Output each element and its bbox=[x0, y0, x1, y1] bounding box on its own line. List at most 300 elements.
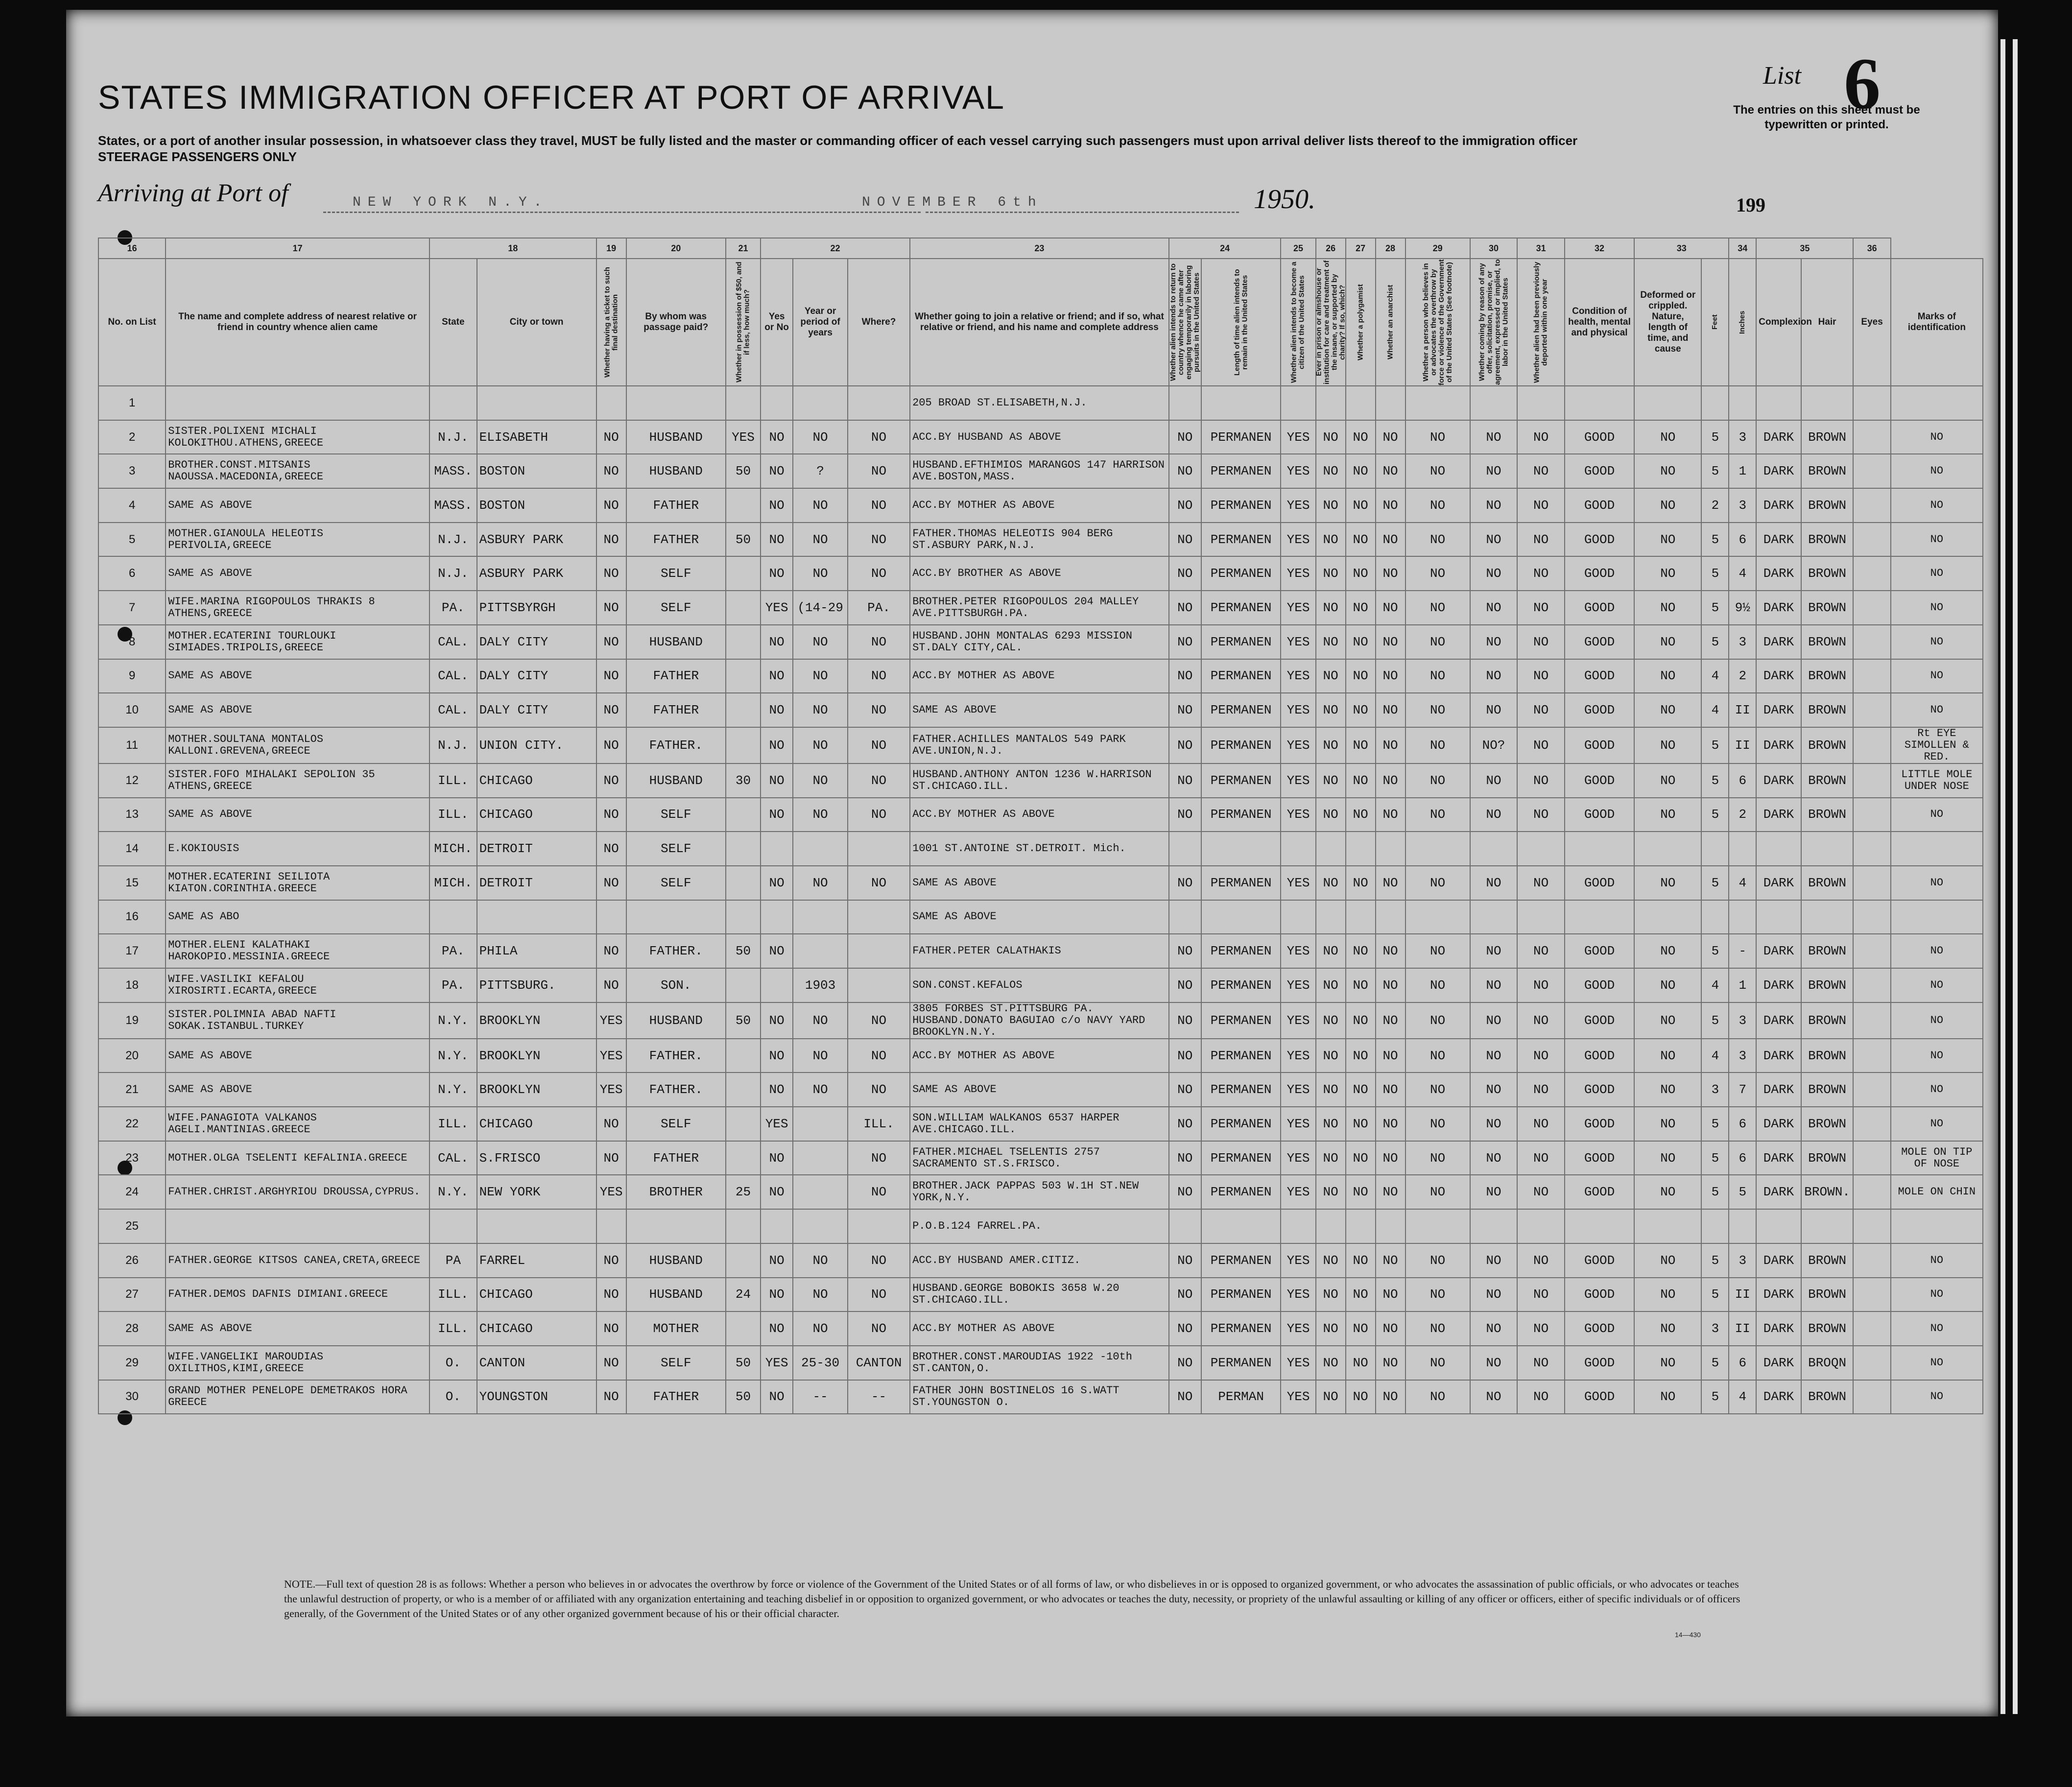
cell-relative: WIFE.VANGELIKI MAROUDIAS OXILITHOS,KIMI,GREECE bbox=[166, 1346, 429, 1380]
cell-inches: 3 bbox=[1729, 1039, 1756, 1073]
cell-inches: 6 bbox=[1729, 1141, 1756, 1175]
cell-complexion: DARK bbox=[1756, 1039, 1801, 1073]
cell-complexion: DARK bbox=[1756, 1243, 1801, 1278]
col-num: 17 bbox=[166, 238, 429, 259]
header-year-period: Year or period of years bbox=[793, 259, 848, 386]
cell-ret bbox=[1169, 900, 1201, 934]
cell-no: 21 bbox=[98, 1072, 166, 1107]
cell-health bbox=[1565, 832, 1634, 866]
cell-health: GOOD bbox=[1565, 1107, 1634, 1141]
cell-fifty: 50 bbox=[726, 1002, 761, 1039]
cell-eyes bbox=[1853, 523, 1890, 557]
cell-no: 19 bbox=[98, 1002, 166, 1039]
cell-feet: 5 bbox=[1701, 591, 1729, 625]
cell-anarch: NO bbox=[1376, 1002, 1405, 1039]
cell-marks: MOLE ON CHIN bbox=[1891, 1175, 1983, 1209]
cell-deported: NO bbox=[1517, 1346, 1565, 1380]
cell-city: BROOKLYN bbox=[477, 1072, 596, 1107]
cell-contract bbox=[1470, 386, 1518, 420]
cell-eyes bbox=[1853, 591, 1890, 625]
cell-marks: NO bbox=[1891, 454, 1983, 488]
cell-marks: NO bbox=[1891, 488, 1983, 523]
cell-complexion: DARK bbox=[1756, 659, 1801, 693]
cell-polyg: NO bbox=[1346, 866, 1376, 900]
cell-overthrow: NO bbox=[1405, 488, 1470, 523]
cell-hair: BROWN bbox=[1801, 1243, 1854, 1278]
col-num: 35 bbox=[1756, 238, 1853, 259]
cell-relative: BROTHER.CONST.MITSANIS NAOUSSA.MACEDONIA,GREECE bbox=[166, 454, 429, 488]
cell-feet: 5 bbox=[1701, 798, 1729, 832]
cell-fifty bbox=[726, 1243, 761, 1278]
table-row bbox=[98, 386, 1983, 420]
cell-hair: BROWN bbox=[1801, 866, 1854, 900]
cell-state: PA bbox=[429, 1243, 477, 1278]
cell-ticket: NO bbox=[596, 591, 626, 625]
cell-year: 25-30 bbox=[793, 1346, 848, 1380]
cell-eyes bbox=[1853, 832, 1890, 866]
col-num: 18 bbox=[429, 238, 596, 259]
cell-year bbox=[793, 900, 848, 934]
cell-health: GOOD bbox=[1565, 556, 1634, 591]
cell-citizen: YES bbox=[1281, 763, 1315, 798]
cell-ticket: NO bbox=[596, 693, 626, 727]
cell-citizen: YES bbox=[1281, 866, 1315, 900]
cell-city: CHICAGO bbox=[477, 763, 596, 798]
cell-joining: SAME AS ABOVE bbox=[910, 693, 1169, 727]
cell-fifty: 50 bbox=[726, 1346, 761, 1380]
table-row bbox=[98, 900, 1983, 934]
cell-polyg: NO bbox=[1346, 1346, 1376, 1380]
cell-inches: 6 bbox=[1729, 763, 1756, 798]
cell-contract: NO bbox=[1470, 1278, 1518, 1312]
cell-deformed: NO bbox=[1634, 934, 1701, 968]
cell-where: ILL. bbox=[848, 1107, 910, 1141]
cell-city: CHICAGO bbox=[477, 1107, 596, 1141]
cell-anarch: NO bbox=[1376, 763, 1405, 798]
cell-deformed: NO bbox=[1634, 556, 1701, 591]
cell-inches: 2 bbox=[1729, 659, 1756, 693]
cell-relative: E.KOKIOUSIS bbox=[166, 832, 429, 866]
cell-deformed: NO bbox=[1634, 1278, 1701, 1312]
cell-ret: NO bbox=[1169, 625, 1201, 659]
cell-health: GOOD bbox=[1565, 488, 1634, 523]
cell-deported: NO bbox=[1517, 798, 1565, 832]
col-num: 32 bbox=[1565, 238, 1634, 259]
cell-feet: 4 bbox=[1701, 693, 1729, 727]
cell-where bbox=[848, 1209, 910, 1243]
cell-inches bbox=[1729, 386, 1756, 420]
cell-relative bbox=[166, 386, 429, 420]
cell-relative: FATHER.DEMOS DAFNIS DIMIANI.GREECE bbox=[166, 1278, 429, 1312]
cell-fifty bbox=[726, 1107, 761, 1141]
cell-contract: NO bbox=[1470, 659, 1518, 693]
cell-prison: NO bbox=[1316, 1141, 1346, 1175]
cell-before: NO bbox=[761, 1278, 793, 1312]
cell-fifty: 50 bbox=[726, 454, 761, 488]
cell-paid: HUSBAND bbox=[626, 420, 726, 454]
cell-length bbox=[1201, 832, 1281, 866]
cell-citizen: YES bbox=[1281, 1141, 1315, 1175]
cell-city: BROOKLYN bbox=[477, 1039, 596, 1073]
cell-hair: BROWN bbox=[1801, 934, 1854, 968]
cell-marks: NO bbox=[1891, 1346, 1983, 1380]
cell-prison: NO bbox=[1316, 727, 1346, 763]
cell-no: 30 bbox=[98, 1380, 166, 1414]
cell-anarch: NO bbox=[1376, 556, 1405, 591]
cell-inches: 4 bbox=[1729, 556, 1756, 591]
cell-city: DALY CITY bbox=[477, 625, 596, 659]
cell-inches: 1 bbox=[1729, 454, 1756, 488]
cell-ret: NO bbox=[1169, 420, 1201, 454]
cell-joining: ACC.BY MOTHER AS ABOVE bbox=[910, 798, 1169, 832]
cell-state: N.Y. bbox=[429, 1039, 477, 1073]
cell-where: NO bbox=[848, 1072, 910, 1107]
cell-anarch: NO bbox=[1376, 420, 1405, 454]
cell-deformed bbox=[1634, 900, 1701, 934]
cell-joining: SAME AS ABOVE bbox=[910, 900, 1169, 934]
cell-deformed: NO bbox=[1634, 1380, 1701, 1414]
cell-state: CAL. bbox=[429, 693, 477, 727]
cell-no: 28 bbox=[98, 1311, 166, 1346]
cell-eyes bbox=[1853, 763, 1890, 798]
cell-health bbox=[1565, 386, 1634, 420]
list-label: List bbox=[1763, 62, 1802, 90]
cell-length: PERMANEN bbox=[1201, 1141, 1281, 1175]
cell-ret bbox=[1169, 1209, 1201, 1243]
cell-inches: II bbox=[1729, 1311, 1756, 1346]
cell-contract: NO bbox=[1470, 420, 1518, 454]
table-row bbox=[98, 832, 1983, 866]
cell-no: 14 bbox=[98, 832, 166, 866]
cell-where: CANTON bbox=[848, 1346, 910, 1380]
cell-before bbox=[761, 968, 793, 1002]
cell-paid bbox=[626, 386, 726, 420]
cell-eyes bbox=[1853, 420, 1890, 454]
cell-fifty bbox=[726, 591, 761, 625]
cell-health: GOOD bbox=[1565, 866, 1634, 900]
cell-ret: NO bbox=[1169, 1243, 1201, 1278]
cell-overthrow: NO bbox=[1405, 420, 1470, 454]
cell-feet: 5 bbox=[1701, 763, 1729, 798]
cell-relative: SAME AS ABOVE bbox=[166, 693, 429, 727]
cell-citizen: YES bbox=[1281, 693, 1315, 727]
table-row bbox=[98, 763, 1983, 798]
cell-paid: HUSBAND bbox=[626, 1278, 726, 1312]
cell-marks: NO bbox=[1891, 693, 1983, 727]
cell-citizen: YES bbox=[1281, 625, 1315, 659]
cell-polyg: NO bbox=[1346, 1311, 1376, 1346]
cell-eyes bbox=[1853, 866, 1890, 900]
cell-complexion bbox=[1756, 386, 1801, 420]
cell-city: PHILA bbox=[477, 934, 596, 968]
cell-citizen: YES bbox=[1281, 1380, 1315, 1414]
cell-hair bbox=[1801, 386, 1854, 420]
cell-deformed: NO bbox=[1634, 659, 1701, 693]
cell-deported: NO bbox=[1517, 968, 1565, 1002]
cell-overthrow: NO bbox=[1405, 1107, 1470, 1141]
cell-length: PERMANEN bbox=[1201, 968, 1281, 1002]
cell-polyg: NO bbox=[1346, 1002, 1376, 1039]
cell-ret: NO bbox=[1169, 693, 1201, 727]
cell-city: DALY CITY bbox=[477, 659, 596, 693]
cell-overthrow: NO bbox=[1405, 727, 1470, 763]
cell-paid bbox=[626, 1209, 726, 1243]
cell-overthrow: NO bbox=[1405, 693, 1470, 727]
cell-length bbox=[1201, 900, 1281, 934]
instruction-line: States, or a port of another insular possession, in whatsoever class they travel, MUST be fully listed and the master or commanding officer of each vessel carrying such passengers must upon arrival deliver lists thereof to the immigration officer bbox=[98, 133, 1578, 148]
cell-deformed: NO bbox=[1634, 968, 1701, 1002]
cell-before: NO bbox=[761, 1380, 793, 1414]
cell-year: -- bbox=[793, 1380, 848, 1414]
cell-joining: BROTHER.JACK PAPPAS 503 W.1H ST.NEW YORK,N.Y. bbox=[910, 1175, 1169, 1209]
cell-feet: 4 bbox=[1701, 968, 1729, 1002]
cell-health: GOOD bbox=[1565, 1141, 1634, 1175]
cell-anarch bbox=[1376, 832, 1405, 866]
cell-feet: 5 bbox=[1701, 1107, 1729, 1141]
cell-ticket: NO bbox=[596, 1278, 626, 1312]
cell-year: NO bbox=[793, 763, 848, 798]
cell-ret: NO bbox=[1169, 968, 1201, 1002]
cell-joining: ACC.BY MOTHER AS ABOVE bbox=[910, 1039, 1169, 1073]
cell-inches: - bbox=[1729, 934, 1756, 968]
column-header-row bbox=[98, 259, 1983, 386]
cell-before: NO bbox=[761, 556, 793, 591]
cell-deformed bbox=[1634, 1209, 1701, 1243]
cell-contract: NO bbox=[1470, 1175, 1518, 1209]
cell-no: 26 bbox=[98, 1243, 166, 1278]
header-deformed: Deformed or crippled. Nature, length of time, and cause bbox=[1634, 259, 1701, 386]
cell-year bbox=[793, 934, 848, 968]
cell-overthrow bbox=[1405, 386, 1470, 420]
cell-relative: FATHER.CHRIST.ARGHYRIOU DROUSSA,CYPRUS. bbox=[166, 1175, 429, 1209]
cell-where: NO bbox=[848, 1141, 910, 1175]
table-row bbox=[98, 1002, 1983, 1039]
cell-length: PERMANEN bbox=[1201, 420, 1281, 454]
table-row bbox=[98, 798, 1983, 832]
header-eyes: Eyes bbox=[1853, 259, 1890, 386]
cell-before: NO bbox=[761, 1039, 793, 1073]
col-num: 16 bbox=[98, 238, 166, 259]
cell-ticket: NO bbox=[596, 556, 626, 591]
cell-citizen: YES bbox=[1281, 1278, 1315, 1312]
cell-no: 20 bbox=[98, 1039, 166, 1073]
cell-citizen bbox=[1281, 832, 1315, 866]
cell-city bbox=[477, 900, 596, 934]
cell-year: 1903 bbox=[793, 968, 848, 1002]
cell-state: PA. bbox=[429, 968, 477, 1002]
cell-citizen: YES bbox=[1281, 934, 1315, 968]
cell-anarch: NO bbox=[1376, 591, 1405, 625]
cell-where: NO bbox=[848, 1039, 910, 1073]
cell-length: PERMANEN bbox=[1201, 1278, 1281, 1312]
cell-deported: NO bbox=[1517, 934, 1565, 968]
cell-ret: NO bbox=[1169, 488, 1201, 523]
cell-no: 16 bbox=[98, 900, 166, 934]
cell-contract: NO bbox=[1470, 1346, 1518, 1380]
cell-hair: BROWN bbox=[1801, 488, 1854, 523]
table-row bbox=[98, 591, 1983, 625]
table-row bbox=[98, 693, 1983, 727]
cell-health: GOOD bbox=[1565, 591, 1634, 625]
cell-before: NO bbox=[761, 625, 793, 659]
cell-ret bbox=[1169, 386, 1201, 420]
cell-contract: NO bbox=[1470, 556, 1518, 591]
cell-where: -- bbox=[848, 1380, 910, 1414]
cell-citizen: YES bbox=[1281, 798, 1315, 832]
cell-contract: NO bbox=[1470, 1072, 1518, 1107]
cell-no: 18 bbox=[98, 968, 166, 1002]
cell-prison: NO bbox=[1316, 1039, 1346, 1073]
cell-health: GOOD bbox=[1565, 1002, 1634, 1039]
cell-marks: LITTLE MOLE UNDER NOSE bbox=[1891, 763, 1983, 798]
cell-anarch: NO bbox=[1376, 1141, 1405, 1175]
cell-fifty bbox=[726, 832, 761, 866]
cell-ticket: NO bbox=[596, 1107, 626, 1141]
cell-health: GOOD bbox=[1565, 693, 1634, 727]
cell-year bbox=[793, 1209, 848, 1243]
cell-anarch: NO bbox=[1376, 693, 1405, 727]
cell-deported: NO bbox=[1517, 1175, 1565, 1209]
cell-deformed: NO bbox=[1634, 798, 1701, 832]
cell-complexion: DARK bbox=[1756, 591, 1801, 625]
cell-state: MICH. bbox=[429, 832, 477, 866]
cell-hair: BROWN bbox=[1801, 1039, 1854, 1073]
cell-marks: NO bbox=[1891, 1380, 1983, 1414]
col-num: 19 bbox=[596, 238, 626, 259]
cell-marks: NO bbox=[1891, 1039, 1983, 1073]
cell-health: GOOD bbox=[1565, 1311, 1634, 1346]
cell-no: 8 bbox=[98, 625, 166, 659]
cell-length: PERMAN bbox=[1201, 1380, 1281, 1414]
cell-feet: 5 bbox=[1701, 625, 1729, 659]
cell-anarch: NO bbox=[1376, 968, 1405, 1002]
cell-before: NO bbox=[761, 693, 793, 727]
cell-joining: ACC.BY MOTHER AS ABOVE bbox=[910, 488, 1169, 523]
table-row bbox=[98, 1209, 1983, 1243]
cell-citizen: YES bbox=[1281, 420, 1315, 454]
cell-contract bbox=[1470, 900, 1518, 934]
cell-no: 13 bbox=[98, 798, 166, 832]
cell-overthrow: NO bbox=[1405, 1039, 1470, 1073]
cell-relative bbox=[166, 1209, 429, 1243]
cell-complexion: DARK bbox=[1756, 1380, 1801, 1414]
cell-feet: 5 bbox=[1701, 420, 1729, 454]
col-num: 34 bbox=[1729, 238, 1756, 259]
cell-paid: FATHER bbox=[626, 693, 726, 727]
cell-relative: MOTHER.ECATERINI SEILIOTA KIATON.CORINTHIA.GREECE bbox=[166, 866, 429, 900]
cell-polyg: NO bbox=[1346, 798, 1376, 832]
cell-hair: BROWN bbox=[1801, 1380, 1854, 1414]
cell-health: GOOD bbox=[1565, 727, 1634, 763]
cell-where: NO bbox=[848, 523, 910, 557]
cell-deformed: NO bbox=[1634, 488, 1701, 523]
cell-length: PERMANEN bbox=[1201, 1175, 1281, 1209]
column-number-row bbox=[98, 238, 1983, 259]
cell-complexion: DARK bbox=[1756, 523, 1801, 557]
cell-complexion: DARK bbox=[1756, 1002, 1801, 1039]
cell-citizen: YES bbox=[1281, 727, 1315, 763]
cell-citizen bbox=[1281, 1209, 1315, 1243]
cell-feet bbox=[1701, 1209, 1729, 1243]
cell-state: O. bbox=[429, 1380, 477, 1414]
cell-paid: HUSBAND bbox=[626, 454, 726, 488]
cell-year: NO bbox=[793, 798, 848, 832]
cell-joining: HUSBAND.EFTHIMIOS MARANGOS 147 HARRISON AVE.BOSTON,MASS. bbox=[910, 454, 1169, 488]
cell-overthrow bbox=[1405, 900, 1470, 934]
cell-ticket: NO bbox=[596, 798, 626, 832]
cell-deported: NO bbox=[1517, 1380, 1565, 1414]
header-length-stay: Length of time alien intends to remain in the United States bbox=[1201, 259, 1281, 386]
cell-overthrow: NO bbox=[1405, 1278, 1470, 1312]
cell-complexion: DARK bbox=[1756, 763, 1801, 798]
table-row bbox=[98, 1039, 1983, 1073]
cell-no: 25 bbox=[98, 1209, 166, 1243]
cell-ticket: NO bbox=[596, 1380, 626, 1414]
cell-joining: ACC.BY MOTHER AS ABOVE bbox=[910, 659, 1169, 693]
cell-city: NEW YORK bbox=[477, 1175, 596, 1209]
cell-citizen: YES bbox=[1281, 523, 1315, 557]
cell-joining: SAME AS ABOVE bbox=[910, 1072, 1169, 1107]
cell-fifty bbox=[726, 866, 761, 900]
cell-city: YOUNGSTON bbox=[477, 1380, 596, 1414]
cell-inches: 4 bbox=[1729, 866, 1756, 900]
cell-health: GOOD bbox=[1565, 1380, 1634, 1414]
cell-feet: 5 bbox=[1701, 1243, 1729, 1278]
cell-state: CAL. bbox=[429, 659, 477, 693]
cell-complexion: DARK bbox=[1756, 556, 1801, 591]
cell-length: PERMANEN bbox=[1201, 693, 1281, 727]
cell-polyg: NO bbox=[1346, 420, 1376, 454]
cell-no: 11 bbox=[98, 727, 166, 763]
header-overthrow: Whether a person who believes in or advocates the overthrow by force or violence of the Government of the United States (See footnote) bbox=[1405, 259, 1470, 386]
cell-before: NO bbox=[761, 934, 793, 968]
cell-prison: NO bbox=[1316, 693, 1346, 727]
cell-hair bbox=[1801, 1209, 1854, 1243]
cell-state: ILL. bbox=[429, 1107, 477, 1141]
cell-city: ASBURY PARK bbox=[477, 556, 596, 591]
cell-prison bbox=[1316, 832, 1346, 866]
cell-prison bbox=[1316, 1209, 1346, 1243]
cell-polyg: NO bbox=[1346, 1039, 1376, 1073]
cell-where: PA. bbox=[848, 591, 910, 625]
cell-length bbox=[1201, 1209, 1281, 1243]
cell-where bbox=[848, 934, 910, 968]
cell-city: BROOKLYN bbox=[477, 1002, 596, 1039]
cell-prison: NO bbox=[1316, 1002, 1346, 1039]
cell-year: NO bbox=[793, 1072, 848, 1107]
cell-prison: NO bbox=[1316, 523, 1346, 557]
col-num: 25 bbox=[1281, 238, 1315, 259]
cell-state: MICH. bbox=[429, 866, 477, 900]
steerage-label: STEERAGE PASSENGERS ONLY bbox=[98, 149, 297, 164]
cell-fifty: 50 bbox=[726, 934, 761, 968]
cell-ret: NO bbox=[1169, 934, 1201, 968]
cell-health: GOOD bbox=[1565, 420, 1634, 454]
cell-health: GOOD bbox=[1565, 763, 1634, 798]
cell-fifty bbox=[726, 1209, 761, 1243]
cell-polyg: NO bbox=[1346, 1141, 1376, 1175]
cell-city: ASBURY PARK bbox=[477, 523, 596, 557]
cell-ticket: NO bbox=[596, 420, 626, 454]
header-health: Condition of health, mental and physical bbox=[1565, 259, 1634, 386]
cell-year: ? bbox=[793, 454, 848, 488]
cell-ticket: YES bbox=[596, 1072, 626, 1107]
cell-year: NO bbox=[793, 1039, 848, 1073]
cell-before: YES bbox=[761, 591, 793, 625]
cell-deformed: NO bbox=[1634, 1039, 1701, 1073]
cell-ticket: NO bbox=[596, 454, 626, 488]
table-row bbox=[98, 1175, 1983, 1209]
